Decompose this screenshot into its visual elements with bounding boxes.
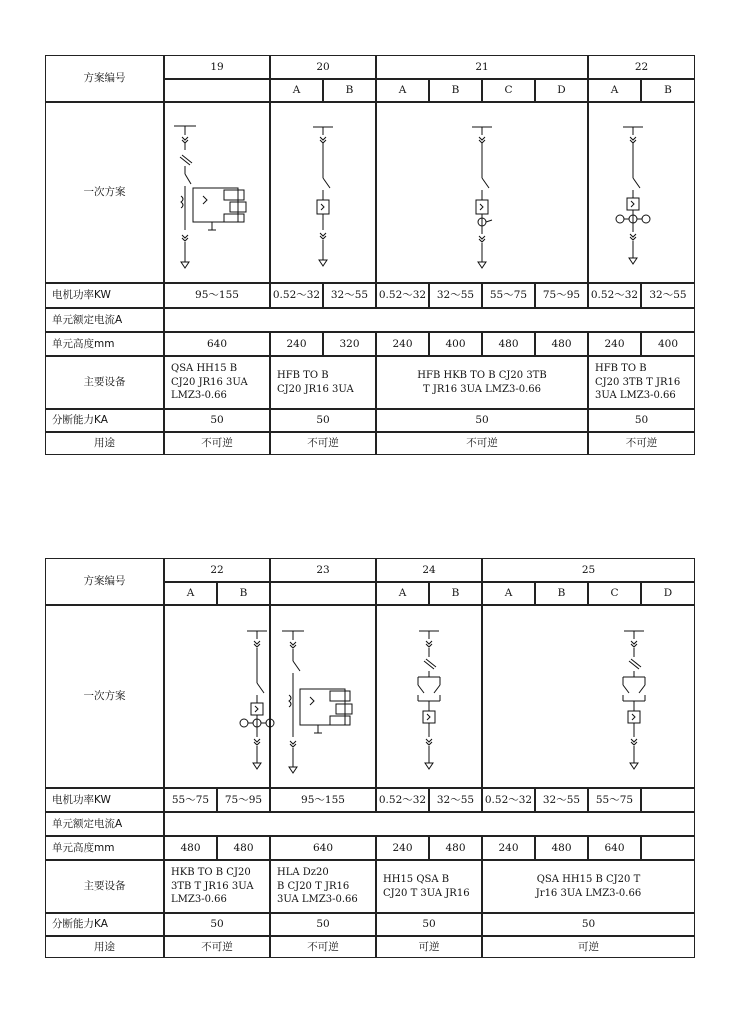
scheme-number: 22: [588, 55, 695, 79]
breaking-capacity: 50: [482, 913, 695, 936]
circuit-diagram-20: [270, 102, 376, 283]
sub-scheme: A: [482, 582, 535, 605]
motor-power: 32～55: [535, 788, 588, 812]
label-unit-height: 单元高度mm: [45, 836, 164, 860]
scheme-number: 19: [164, 55, 270, 79]
unit-height: 320: [323, 332, 376, 356]
scheme-number: 21: [376, 55, 588, 79]
usage: 不可逆: [270, 432, 376, 455]
scheme-number: 22: [164, 558, 270, 582]
main-equipment: HLA Dz20 B CJ20 T JR16 3UA LMZ3-0.66: [270, 860, 376, 913]
sub-scheme: D: [535, 79, 588, 102]
usage: 不可逆: [588, 432, 695, 455]
main-equipment: HFB TO B CJ20 3TB T JR16 3UA LMZ3-0.66: [588, 356, 695, 409]
motor-power: 0.52～32: [376, 788, 429, 812]
breaking-capacity: 50: [270, 913, 376, 936]
circuit-diagram-19: [164, 102, 270, 283]
unit-height: 400: [641, 332, 695, 356]
unit-height: 640: [164, 332, 270, 356]
motor-power-empty: [641, 788, 695, 812]
sub-scheme: D: [641, 582, 695, 605]
main-equipment: QSA HH15 B CJ20 T Jr16 3UA LMZ3-0.66: [482, 860, 695, 913]
sub-scheme: B: [641, 79, 695, 102]
breaking-capacity: 50: [164, 409, 270, 432]
rated-current-empty: [164, 812, 695, 836]
motor-power: 55～75: [588, 788, 641, 812]
label-breaking-capacity: 分断能力KA: [45, 409, 164, 432]
breaking-capacity: 50: [270, 409, 376, 432]
label-scheme-no: 方案编号: [45, 558, 164, 605]
unit-height-empty: [641, 836, 695, 860]
label-primary-scheme: 一次方案: [45, 605, 164, 788]
unit-height: 640: [270, 836, 376, 860]
motor-power: 75～95: [535, 283, 588, 308]
main-equipment: HFB TO B CJ20 JR16 3UA: [270, 356, 376, 409]
label-rated-current: 单元额定电流A: [45, 812, 164, 836]
unit-height: 240: [270, 332, 323, 356]
unit-height: 640: [588, 836, 641, 860]
motor-power: 0.52～32: [482, 788, 535, 812]
breaking-capacity: 50: [588, 409, 695, 432]
main-equipment: HKB TO B CJ20 3TB T JR16 3UA LMZ3-0.66: [164, 860, 270, 913]
usage: 不可逆: [164, 432, 270, 455]
sub-scheme: B: [323, 79, 376, 102]
motor-power: 32～55: [323, 283, 376, 308]
usage: 可逆: [482, 936, 695, 958]
usage: 不可逆: [270, 936, 376, 958]
label-main-equipment: 主要设备: [45, 356, 164, 409]
label-usage: 用途: [45, 936, 164, 958]
rated-current-empty: [164, 308, 695, 332]
unit-height: 480: [535, 836, 588, 860]
label-rated-current: 单元额定电流A: [45, 308, 164, 332]
breaking-capacity: 50: [376, 913, 482, 936]
circuit-diagram-22b: [164, 605, 270, 788]
label-motor-power: 电机功率KW: [45, 788, 164, 812]
motor-power: 0.52～32: [270, 283, 323, 308]
sub-scheme: A: [164, 582, 217, 605]
breaking-capacity: 50: [376, 409, 588, 432]
label-primary-scheme: 一次方案: [45, 102, 164, 283]
motor-power: 32～55: [429, 788, 482, 812]
circuit-diagram-23: [270, 605, 376, 788]
scheme-table-1: [45, 55, 695, 455]
unit-height: 480: [429, 836, 482, 860]
label-usage: 用途: [45, 432, 164, 455]
circuit-diagram-24: [376, 605, 482, 788]
unit-height: 400: [429, 332, 482, 356]
label-unit-height: 单元高度mm: [45, 332, 164, 356]
sub-scheme: A: [376, 582, 429, 605]
circuit-diagram-25: [482, 605, 695, 788]
usage: 不可逆: [376, 432, 588, 455]
scheme-number: 24: [376, 558, 482, 582]
circuit-diagram-21: [376, 102, 588, 283]
label-scheme-no: 方案编号: [45, 55, 164, 102]
sub-scheme: C: [588, 582, 641, 605]
breaking-capacity: 50: [164, 913, 270, 936]
main-equipment: HH15 QSA B CJ20 T 3UA JR16: [376, 860, 482, 913]
unit-height: 240: [588, 332, 641, 356]
motor-power: 55～75: [482, 283, 535, 308]
motor-power: 32～55: [641, 283, 695, 308]
motor-power: 95～155: [270, 788, 376, 812]
motor-power: 75～95: [217, 788, 270, 812]
sub-scheme: B: [217, 582, 270, 605]
motor-power: 95～155: [164, 283, 270, 308]
scheme-table-2: [45, 558, 695, 958]
sub-scheme: A: [588, 79, 641, 102]
motor-power: 32～55: [429, 283, 482, 308]
unit-height: 480: [164, 836, 217, 860]
sub-scheme: A: [376, 79, 429, 102]
usage: 可逆: [376, 936, 482, 958]
main-equipment: HFB HKB TO B CJ20 3TB T JR16 3UA LMZ3-0.66: [376, 356, 588, 409]
unit-height: 240: [376, 332, 429, 356]
sub-scheme: A: [270, 79, 323, 102]
sub-scheme: C: [482, 79, 535, 102]
motor-power: 0.52～32: [376, 283, 429, 308]
unit-height: 240: [482, 836, 535, 860]
sub-scheme: B: [429, 79, 482, 102]
usage: 不可逆: [164, 936, 270, 958]
label-breaking-capacity: 分断能力KA: [45, 913, 164, 936]
unit-height: 480: [217, 836, 270, 860]
scheme-number: 20: [270, 55, 376, 79]
sub-scheme: B: [429, 582, 482, 605]
motor-power: 55～75: [164, 788, 217, 812]
motor-power: 0.52～32: [588, 283, 641, 308]
main-equipment: QSA HH15 B CJ20 JR16 3UA LMZ3-0.66: [164, 356, 270, 409]
unit-height: 240: [376, 836, 429, 860]
label-main-equipment: 主要设备: [45, 860, 164, 913]
sub-scheme-empty: [164, 79, 270, 102]
scheme-number: 25: [482, 558, 695, 582]
label-motor-power: 电机功率KW: [45, 283, 164, 308]
unit-height: 480: [482, 332, 535, 356]
sub-scheme-empty: [270, 582, 376, 605]
unit-height: 480: [535, 332, 588, 356]
scheme-number: 23: [270, 558, 376, 582]
sub-scheme: B: [535, 582, 588, 605]
circuit-diagram-22: [588, 102, 695, 283]
